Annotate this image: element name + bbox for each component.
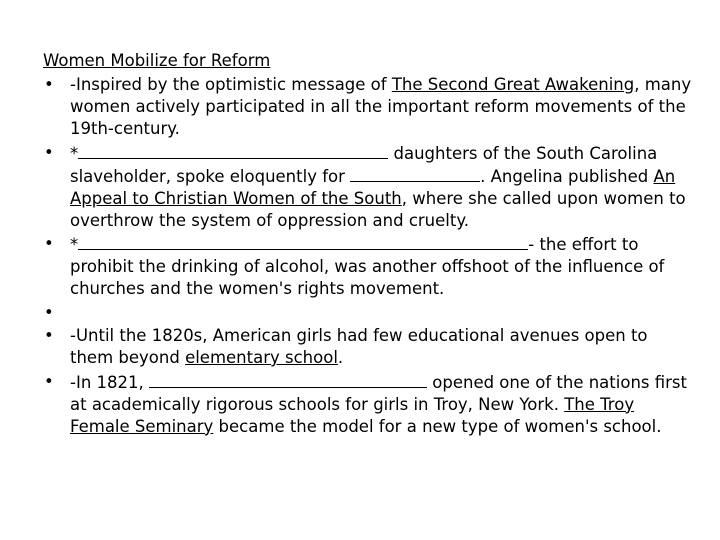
underlined-term: An Appeal to Christian Women of the South: [70, 166, 676, 208]
text-segment: *: [70, 235, 79, 254]
text-segment: -Until the 1820s, American girls had few educational avenues open to them beyond: [70, 326, 648, 367]
text-segment: *: [70, 143, 79, 163]
fill-in-blank: [78, 142, 388, 159]
text-segment: became the model for a new type of women's school.: [213, 416, 662, 436]
fill-in-blank: [78, 233, 528, 250]
text-segment: -Inspired by the optimistic message of: [70, 75, 392, 94]
underlined-term: elementary school: [185, 348, 338, 367]
bullet-item-4-empty: [43, 302, 693, 324]
bullet-list: [43, 74, 693, 439]
text-segment: . Angelina published: [480, 166, 654, 186]
text-segment: -In 1821,: [70, 372, 150, 392]
slide-title: Women Mobilize for Reform: [43, 51, 271, 70]
bullet-item-6: [43, 371, 693, 438]
text-segment: - the effort to prohibit the drinking of alcohol, was another offshoot of the influence of churches and the women's rights movement.: [70, 235, 665, 298]
fill-in-blank: [149, 371, 427, 388]
text-segment: , many women actively participated in all the important reform movements of the 19th-century.: [70, 75, 692, 138]
bullet-icon: •: [44, 234, 54, 253]
bullet-icon: •: [44, 302, 54, 322]
bullet-item-2: [43, 142, 693, 232]
bullet-item-3: [43, 233, 693, 300]
text-segment: , where she called upon women to overthrow the system of oppression and cruelty.: [70, 188, 686, 230]
bullet-item-1: [43, 74, 693, 140]
text-segment: daughters of the South Carolina slaveholder, spoke eloquently for: [70, 143, 658, 186]
underlined-term: The Second Great Awakening: [391, 75, 635, 94]
text-segment: .: [337, 348, 344, 367]
fill-in-blank: [350, 165, 480, 182]
text-segment: opened one of the nations first at academically rigorous schools for girls in Troy, New York.: [70, 372, 687, 414]
bullet-item-5: [43, 325, 693, 369]
bullet-icon: •: [44, 75, 54, 94]
bullet-icon: •: [44, 142, 54, 162]
bullet-icon: •: [44, 371, 54, 391]
bullet-icon: •: [44, 326, 54, 345]
underlined-term: The Troy Female Seminary: [70, 394, 635, 436]
